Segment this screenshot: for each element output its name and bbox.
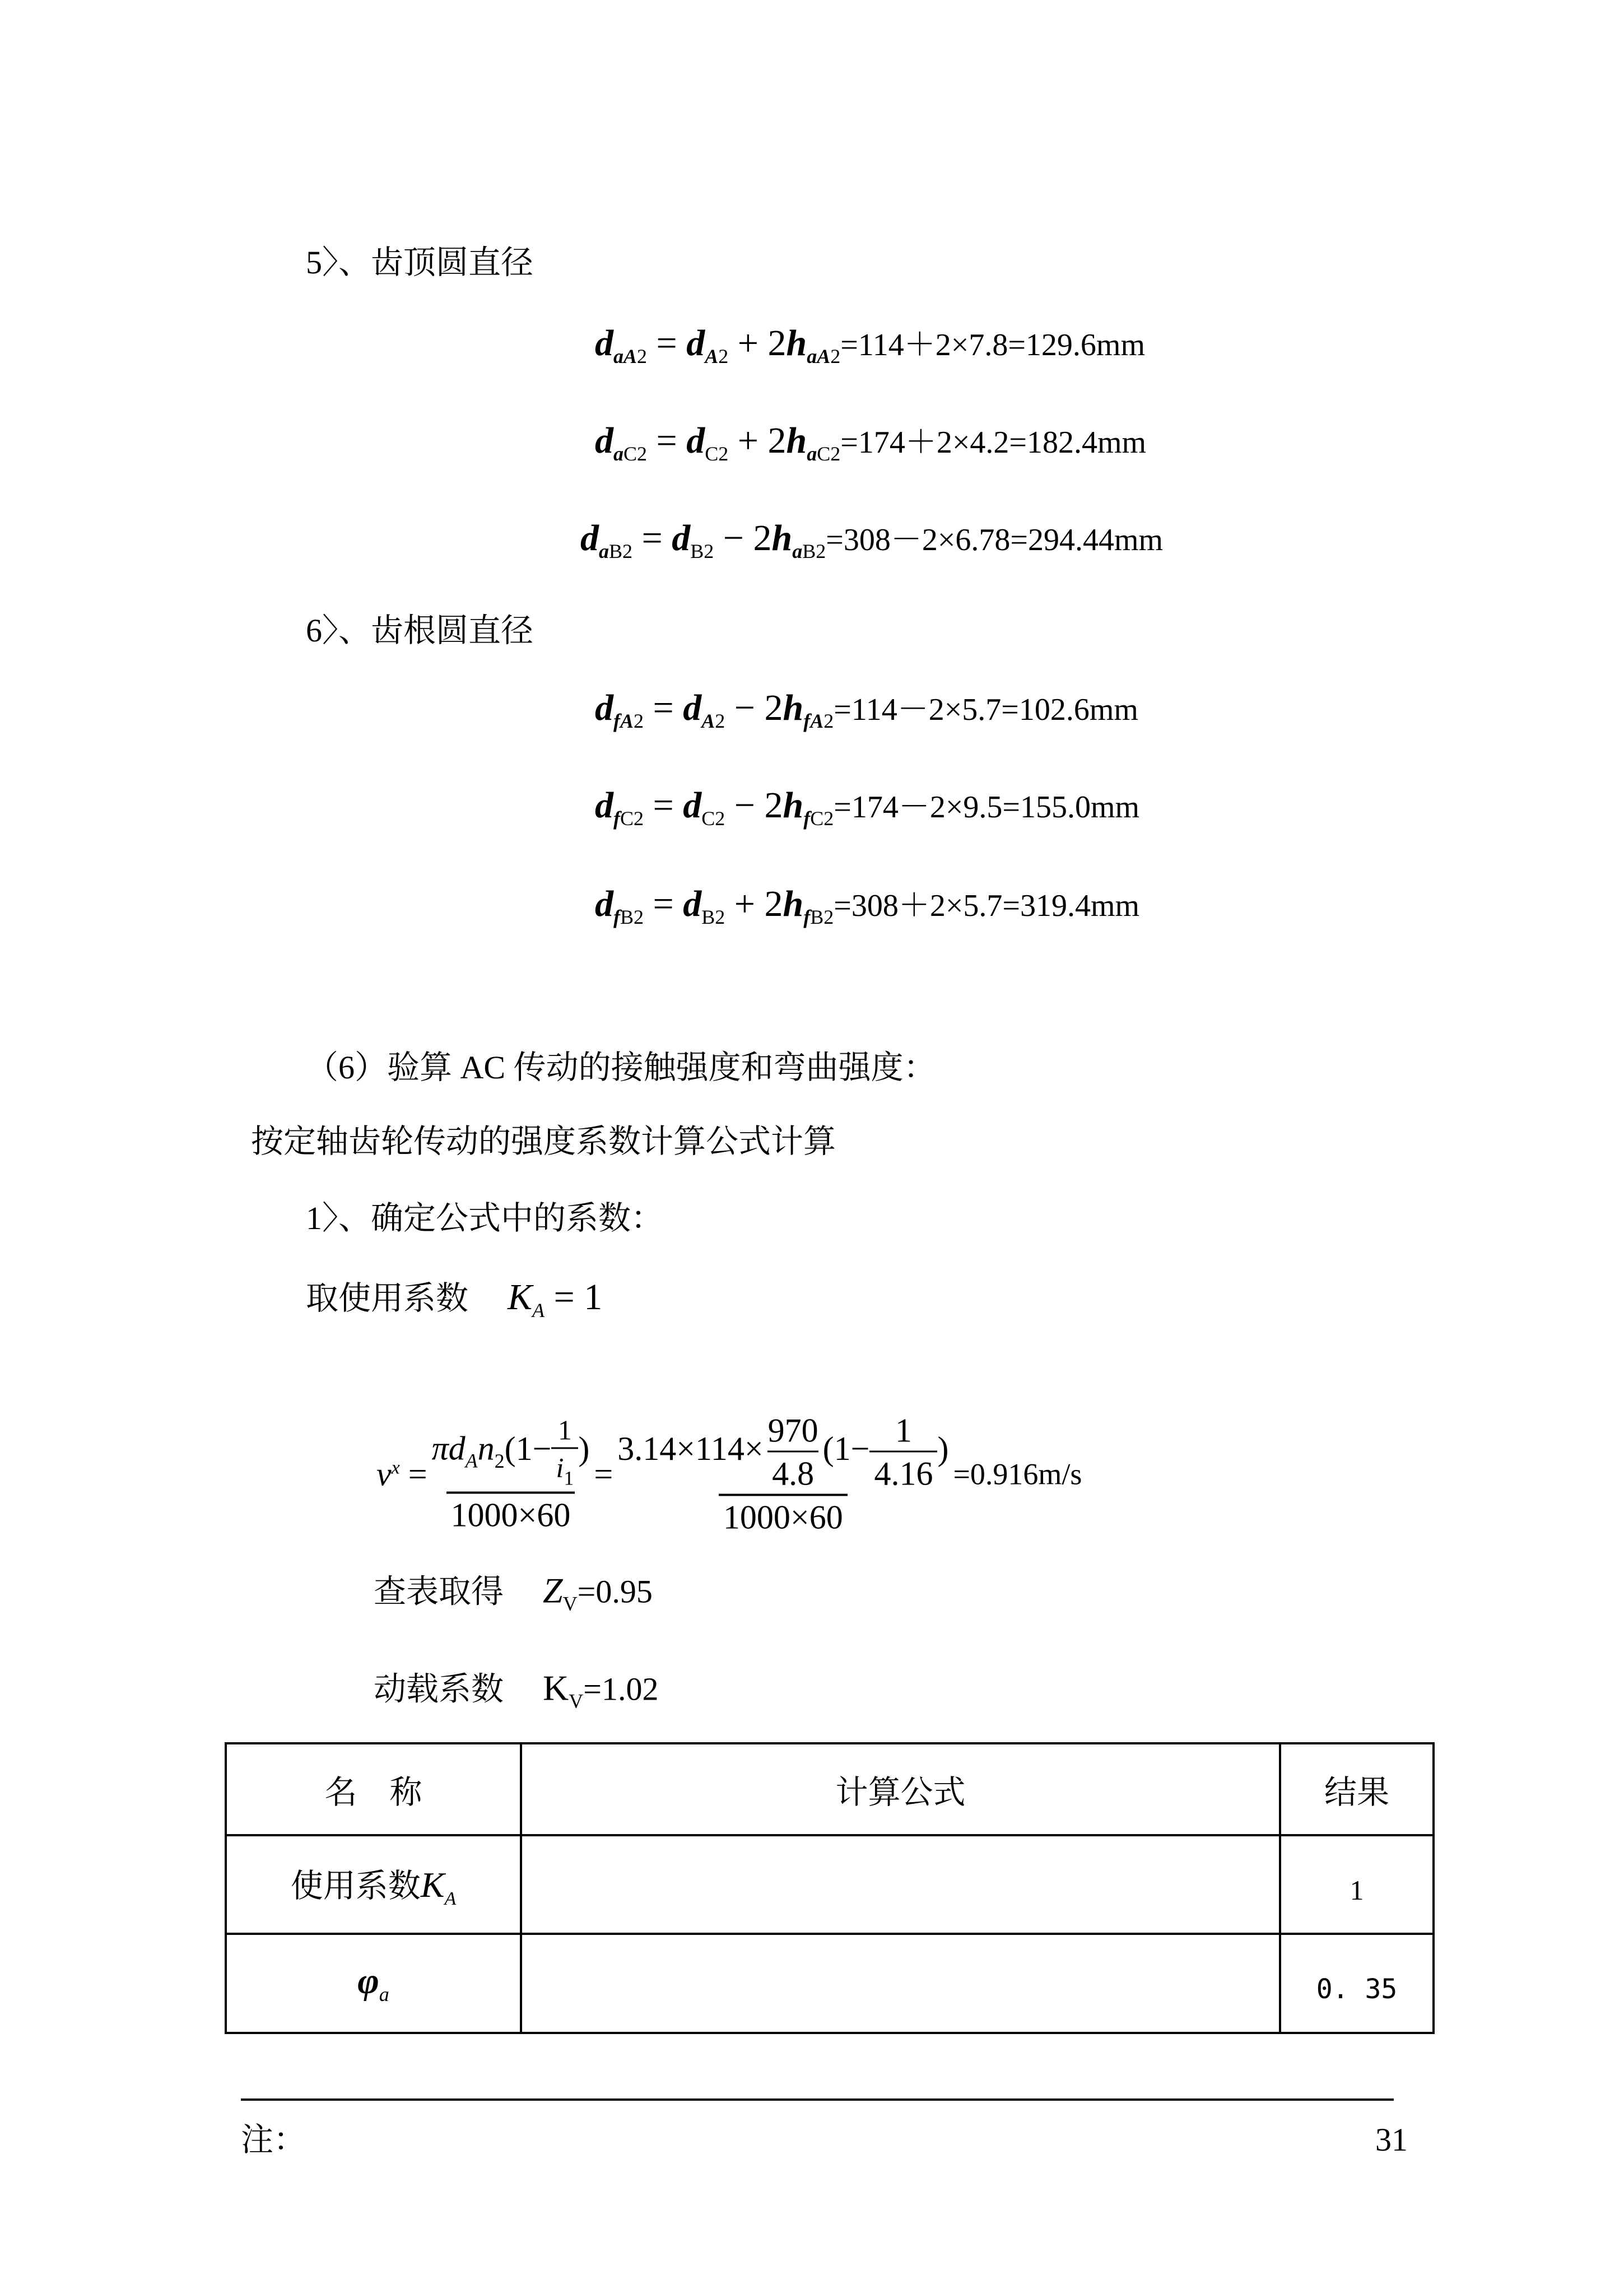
section-5-title: 5〉、齿顶圆直径 xyxy=(306,244,534,281)
table-row: $\varphi_a$ 0. 35 xyxy=(226,1934,1434,2033)
coefficient-table xyxy=(225,1742,1435,2034)
header-result: 结果 xyxy=(1280,1743,1434,1835)
ka-label: 取使用系数 xyxy=(306,1279,469,1316)
footer-note: 注： xyxy=(241,2121,306,2158)
velocity-formula: $v^x$ = $\pi d_An_2(1-$ $\frac{1}{i_1}$ ) 1000×60 = 3.14×114× $\frac{970}{4.8}$ (1− $\frac{1}{4.16}$ ) 1000×60 =0.916m/s xyxy=(376,1412,1082,1536)
formula-dfC2: $d_{fC2} = d_{C2} - 2h_{fC2}=174-2\times 9.5=155.0mm$ xyxy=(595,785,1140,830)
formula-daA2: $d_{aA2} = d_{A2} + 2h_{aA2}=114+2\times 7.8=129.6mm$ xyxy=(595,323,1146,367)
header-formula: 计算公式 xyxy=(521,1743,1280,1835)
ka-line: 取使用系数 $K_A = 1$ xyxy=(306,1276,603,1322)
method-text: 按定轴齿轮传动的强度系数计算公式计算 xyxy=(251,1123,836,1160)
check-heading: （6）验算 AC 传动的接触强度和弯曲强度： xyxy=(306,1049,936,1086)
velocity-result: =0.916m/s xyxy=(953,1457,1082,1491)
zv-line: 查表取得 $Z_V=0.95$ xyxy=(374,1570,653,1615)
header-name: 名 称 xyxy=(226,1743,521,1835)
kv-line: 动载系数 $K_V=1.02$ xyxy=(374,1668,659,1713)
step1-text: 1〉、确定公式中的系数： xyxy=(306,1200,664,1236)
ka-value: = 1 xyxy=(553,1276,603,1318)
formula-dfB2: $d_{fB2} = d_{B2} + 2h_{fB2}=308+2\times 5.7=319.4mm$ xyxy=(595,883,1140,928)
table-row: 使用系数$K_A$ 1 xyxy=(226,1835,1434,1934)
zv-value: =0.95 xyxy=(577,1573,653,1610)
section-6-title: 6〉、齿根圆直径 xyxy=(306,612,534,649)
kv-value: =1.02 xyxy=(583,1671,659,1707)
formula-dfA2: $d_{fA2} = d_{A2} - 2h_{fA2}=114-2\times 5.7=102.6mm$ xyxy=(595,687,1138,732)
formula-daB2: $d_{aB2} = d_{B2} - 2h_{aB2}=308-2\times 6.78=294.44mm$ xyxy=(580,518,1164,562)
footer-divider xyxy=(241,2098,1394,2101)
formula-daC2: $d_{aC2} = d_{C2} + 2h_{aC2}=174+2\times 4.2=182.4mm$ xyxy=(595,420,1147,465)
page-number: 31 xyxy=(1375,2121,1408,2158)
